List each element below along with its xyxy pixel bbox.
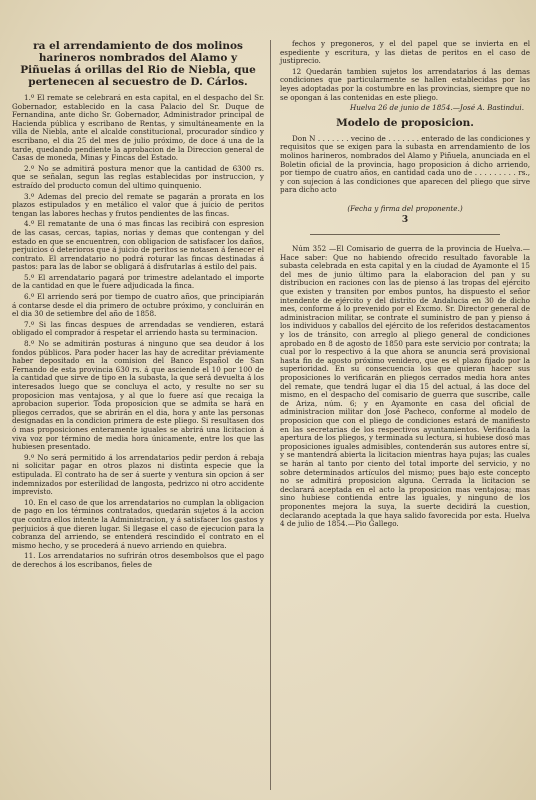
notice-paragraph: Núm 352 —El Comisario de guerra de la provincia de Huelva.—Hace saber: Que no habiendo ofrecido resultado favorable la subasta celebrada en esta capital y en la ciudad de Ayamonte el 15 del mes de junio último para la elaboracion del pan y su distribucion en raciones con las de pienso á las tropas del ejército que existen y transiten por embos puntos, ha dispuesto el señor intendente de ejército y del distrito de Andalucia en 30 de dicho mes, conforme á lo prevenido por el Excmo. Sr. Director general de administracion militar, se contrate el suministro de pan y pienso á los individuos y caballos del ejército de los referidos destacamentos y los de tránsito, con arreglo al pliego general de condiciones aprobado en 8 de agosto de 1850 para este servicio por contrata; la cual por lo respectivo á la que ahora se anuncia será provisional hasta fin de agosto próximo venidero, que es el plazo fijado por la superioridad. En su consecuencia los que quieran hacer sus proposiciones lo verificarán en pliegos cerrados media hora antes del remate, que tendrá lugar el dia 15 del actual, á las doce del mismo, en el despacho del comisario de guerra que suscribe, calle de Ariza, núm. 6; y en Ayamonte en casa del oficial de administracion militar don José Pacheco, conforme al modelo de proposicion que con el pliego de condiciones estará de manifiesto en las secretarias de los respectivos ayuntamientos. Verificada la apertura de los pliegos, y terminada su lectura, si hubiese dosó mas proposiciones iguales admisibles, contenderán sus autores entre sí, y se mantendrá abierta la licitacion mientras haya pujas; las cuales se harán al tanto por ciento del total importe del servicio, y no sobre determinados artículos del mismo; pues bajo este concepto no se admitirá proposicion alguna. Cerrada la licitacion se declarará aceptada en el acto la proposicion mas ventajosa; mas sino hubiese contienda entre las iguales, y ninguno de los proponentes mejora la suya, la suerte decidirá la cuestion, declarando aceptada la que haya salido favorecida por esta. Huelva 4 de julio de 1854.—Pio Gallego.: [280, 244, 530, 529]
right-column: [280, 40, 530, 531]
condition-paragraph: 9.º No será permitido á los arrendatarios pedir perdon á rebaja ni solicitar pagar en otros plazos ni distinta especie que la estipulada. El contrato ha de ser á suerte y ventura sin opcion á ser indemnizados por esterilidad de langosta, pedrizco ni otro accidente imprevisto.: [12, 452, 264, 497]
model-sign-line: (Fecha y firma del proponente.): [347, 203, 463, 213]
condition-paragraph: 4.º El rematante de una ó mas fincas las recibirá con espresion de las casas, cercas, tapias, norias y demas que contengan y del estado en que se encuentren, con obligacion de satisfacer los daños, perjuicios ó deterioros que á juicio de peritos se notasen á fenecer el contrato. El arrendatario no podrá roturar las fincas destinadas á pastos: para las de labor se obligará á disfrutarlas á estilo del pais.: [12, 219, 264, 272]
condition-paragraph: 10. En el caso de que los arrendatarios no cumplan la obligacion de pago en los términos contratados, quedarán sujetos á la accion que contra ellos intente la Administracion, y á satisfacer los gastos y perjuicios á que dieren lugar. Si llegase el caso de ejecucion para la cobranza del arriendo, se entenderá rescindido el contrato en el mismo hecho, y se procederá á nuevo arriendo en quiebra.: [12, 497, 264, 550]
condition-paragraph: 8.º No se admitirán posturas á ninguno que sea deudor á los fondos públicos. Para poder hacer las hay de acreditar préviamente haber depositado en la comision del Banco Español de San Fernando de esta provincia 630 rs. á que asciende el 10 por 100 de la cantidad que sirve de tipo en la subasta, la que será devuelta á los interesados luego que se concluya el acto, y resulte no ser su proposicion mas ventajosa, y al que lo fuere así que recaiga la aprobacion superior. Toda proposicion que se admita se hará en pliegos cerrados, que se abrirán en el dia, hora y ante las personas designadas en la condicion primera de este pliego. Si resultasen dos ó mas proposiciones enteramente iguales se abrirá una licitacion á viva voz por término de media hora únicamente, entre los que las hubiesen presentado.: [12, 339, 264, 452]
model-text: Don N . . . . . . . vecino de . . . . . . . enterado de las condiciones y requisitos que se exigen para la subasta en arrendamiento de los molinos harineros, nombrados del Alamo y Piñuela, anunciada en el Boletin oficial de la provincia, hago proposicion á dicho arriendo, por tiempo de cuatro años, en cantidad cada uno de . . . . . . . . . rs., y con sujecion á las condiciones que aparecen del pliego que sirve para dicho acto: [280, 133, 530, 195]
signature-bastindui: Huelva 26 de junio de 1854.—José A. Bastindui.: [349, 103, 524, 113]
condition-paragraph: 12 Quedarán tambien sujetos los arrendatarios á las demas condiciones que particularmente se hallen establecidas por las leyes adoptadas por la costumbre en las provincias, siempre que no se opongan á las contenidas en este pliego.: [280, 66, 530, 102]
condition-paragraph: fechos y pregoneros, y el del papel que se invierta en el espediente y escritura, y las dietas de peritos en el caso de justiprecio.: [280, 39, 530, 66]
left-column: [12, 38, 264, 571]
condition-paragraph: 2.º No se admitirá postura menor que la cantidad de 6300 rs. que se señalan, segun las reglas establecidas por instruccion, y estraído del producto comun del ultimo quinquenio.: [12, 163, 264, 190]
condition-paragraph: 7.º Si las fincas despues de arrendadas se vendieren, estará obligado el comprador á respetar el arriendo hasta su terminacion.: [12, 319, 264, 338]
condition-paragraph: 6.º El arriendo será por tiempo de cuatro años, que principiarán á contarse desde el dia primero de octubre próximo, y concluirán en el dia 30 de setiembre del año de 1858.: [12, 292, 264, 319]
condition-paragraph: 3.º Ademas del precio del remate se pagarán a prorata en los plazos estipulados y en metálico el valor que á juicio de peritos tengan las labores hechas y frutos pendientes de las fincas.: [12, 191, 264, 218]
section-rule: [310, 234, 500, 235]
auction-heading: ra el arrendamiento de dos molinos harineros nombrados del Alamo y Piñuelas á orillas del Rio de Niebla, que pertenecen al secuestro de D. Cárlos.: [20, 40, 256, 88]
condition-paragraph: 5.º El arrendatario pagará por trimestre adelantado el importe de la cantidad en que le fuere adjudicada la finca.: [12, 272, 264, 291]
condition-paragraph: 1.º El remate se celebrará en esta capital, en el despacho del Sr. Gobernador, establecido en la casa Palacio del Sr. Duque de Fernandina, ante dicho Sr. Gobernador, Administrador principal de Hacienda pública y escribano de Rentas, y simultáneamente en la villa de Niebla, ante el alcalde constitucional, procurador síndico y escribano, el dia 25 del mes de julio próximo, de doce á una de la tarde, quedando pendiente la aprobacion de la Direccion general de Casas de moneda, Minas y Fincas del Estado.: [12, 93, 264, 163]
condition-paragraph: 11. Los arrendatarios no sufrirán otros desembolsos que el pago de derechos á los escribanos, fieles de: [12, 551, 264, 569]
section-number: 3: [401, 214, 409, 225]
column-divider: [270, 40, 271, 790]
model-title: Modelo de proposicion.: [336, 116, 474, 129]
